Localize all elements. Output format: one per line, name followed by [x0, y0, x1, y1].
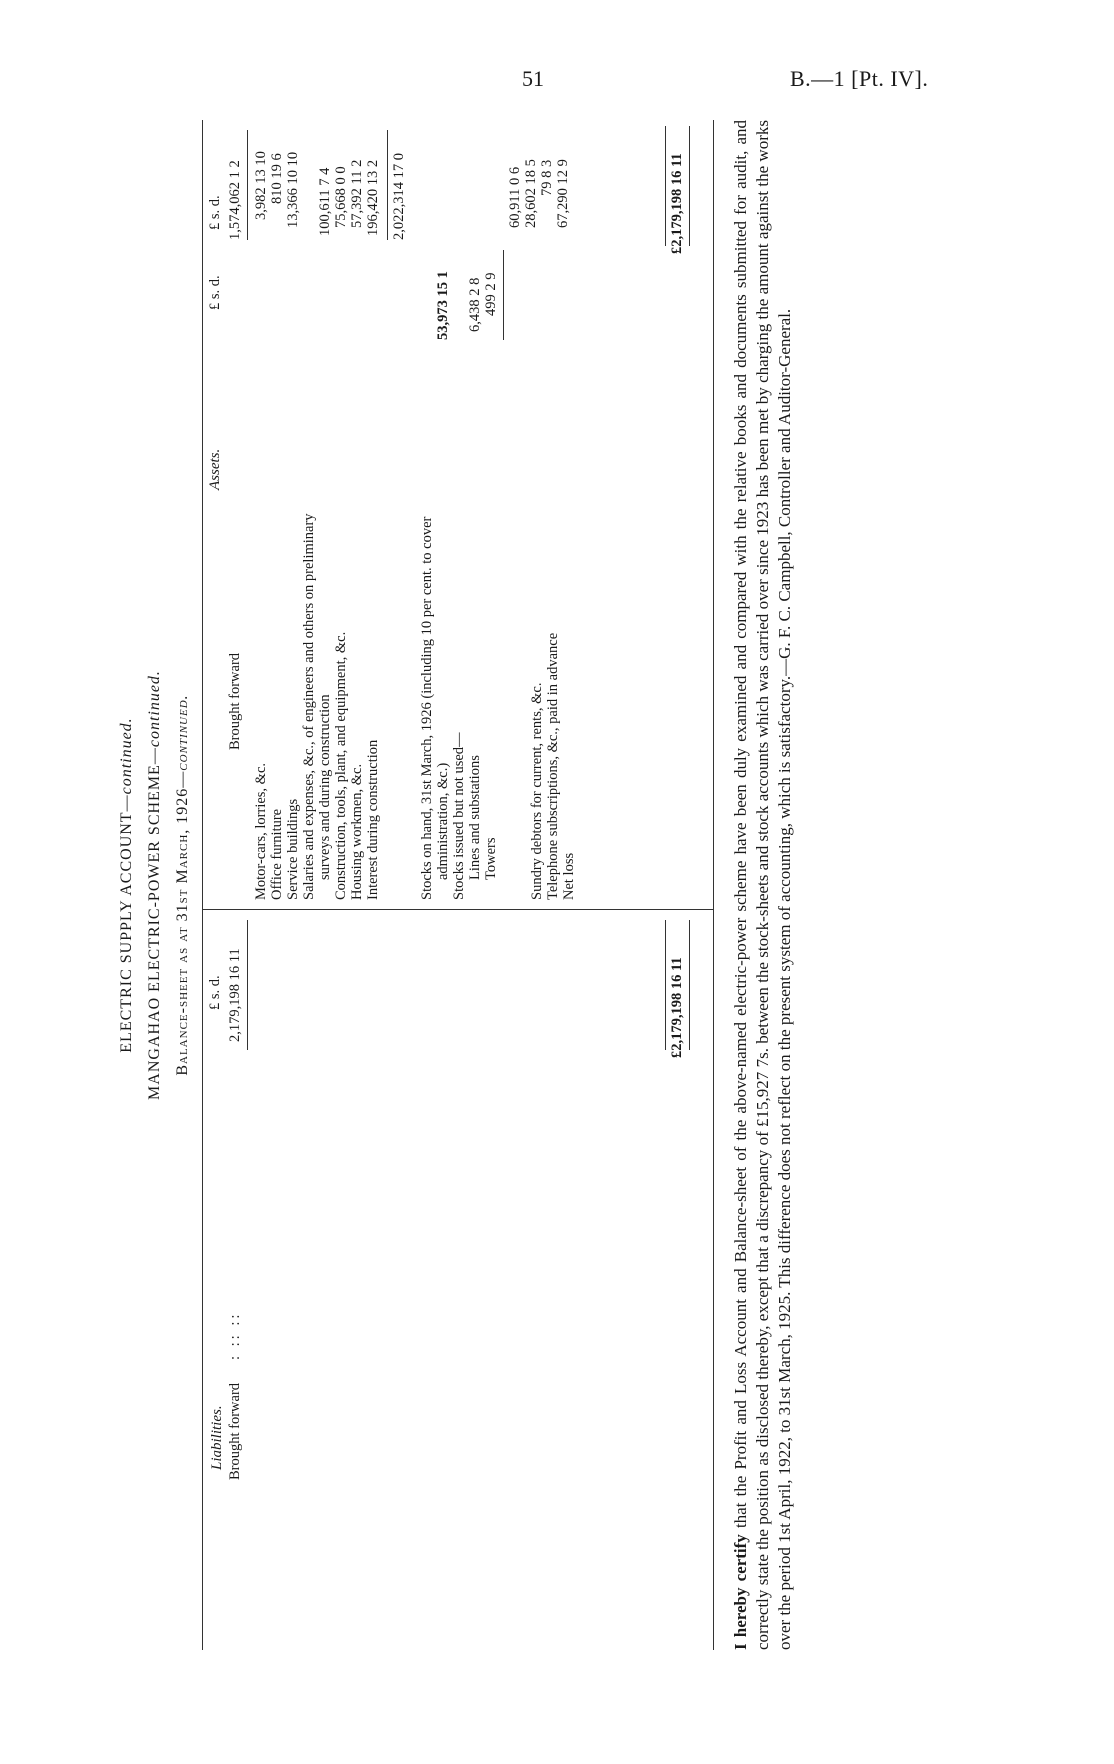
- rule: [689, 126, 690, 246]
- stocks-label: Stocks on hand, 31st March, 1926 (including 10 per cent. to cover: [419, 516, 435, 900]
- liabilities-column-header: £ s. d.: [207, 975, 223, 1010]
- stocks-total: 60,911 0 6: [507, 166, 523, 228]
- dot-leaders: : :: ::: [227, 1311, 243, 1360]
- lines-label: Lines and substations: [467, 755, 483, 880]
- asset-item-label: Salaries and expenses, &c., of engineers and others on preliminary: [301, 513, 317, 900]
- column-divider: [203, 909, 713, 910]
- asset-item-amount: 57,392 11 2: [349, 159, 365, 228]
- asset-item-amount: 100,611 7 4: [317, 167, 333, 236]
- net-loss-label: Net loss: [561, 852, 577, 900]
- asset-item-amount: 3,982 13 10: [253, 151, 269, 220]
- assets-heading: Assets.: [207, 448, 223, 490]
- rule: [387, 130, 388, 240]
- assets-inner-column-header: £ s. d.: [207, 275, 223, 310]
- debtors-amount: 28,602 18 5: [523, 159, 539, 228]
- liabilities-brought-forward-amount: 2,179,198 16 11: [227, 948, 243, 1042]
- assets-subtotal: 2,022,314 17 0: [391, 153, 407, 240]
- liabilities-brought-forward-label: Brought forward: [227, 1382, 243, 1480]
- stocks-unused-label: Stocks issued but not used—: [451, 732, 467, 900]
- title-balance-sheet: Balance-sheet as at 31st March, 1926—continued.: [174, 694, 191, 1076]
- asset-item-label: Motor-cars, lorries, &c.: [253, 762, 269, 900]
- auditor-certificate: I hereby certify that the Profit and Loss Account and Balance-sheet of the above-named electric-power scheme have been duly examined and compared with the relative books and documents submitted for audit, and correctly state the position as disclosed thereby, except that a discrepancy of £15,927 7s. between the stock-sheets and stock accounts which was carried over since 1923 has been met by charging the amount against the works over the period 1st April, 1922, to 31st March, 1925. This difference does not reflect on the present system of accounting, which is satisfactory.—G. F. C. Campbell, Controller and Auditor-General.: [731, 120, 794, 1650]
- towers-label: Towers: [483, 837, 499, 880]
- rule: [247, 920, 248, 1050]
- asset-item-label: surveys and during construction: [317, 694, 333, 880]
- asset-item-label: Construction, tools, plant, and equipment, &c.: [333, 631, 349, 900]
- telephone-amount: 79 8 3: [539, 159, 555, 196]
- rule: [665, 126, 666, 246]
- asset-item-label: Interest during construction: [365, 739, 381, 900]
- asset-item-amount: 196,420 13 2: [365, 159, 381, 236]
- rule: [247, 130, 248, 240]
- rule: [689, 920, 690, 1050]
- title-scheme: MANGAHAO ELECTRIC-POWER SCHEME—continued.: [146, 670, 163, 1100]
- asset-item-amount: 75,668 0 0: [333, 166, 349, 228]
- telephone-label: Telephone subscriptions, &c., paid in advance: [545, 632, 561, 900]
- rotated-document: [110, 90, 990, 1680]
- balance-sheet-table: [202, 120, 714, 1650]
- page-reference: B.—1 [Pt. IV].: [790, 66, 929, 91]
- asset-item-label: Office furniture: [269, 808, 285, 900]
- stocks-amount: 53,973 15 1: [435, 271, 451, 340]
- lines-amount: 6,438 2 8: [467, 277, 483, 332]
- net-loss-amount: 67,290 12 9: [555, 159, 571, 228]
- asset-item-label: Housing workmen, &c.: [349, 763, 365, 900]
- stocks-label-continued: administration, &c.): [435, 762, 451, 880]
- towers-amount: 499 2 9: [483, 272, 499, 316]
- assets-brought-forward-amount: 1,574,062 1 2: [227, 160, 243, 240]
- assets-brought-forward-label: Brought forward: [227, 652, 243, 750]
- rule: [503, 250, 504, 340]
- asset-item-amount: 810 19 6: [269, 153, 285, 204]
- page-number: 51: [522, 66, 544, 91]
- liabilities-heading: Liabilities.: [209, 1405, 225, 1470]
- assets-total: £2,179,198 16 11: [669, 153, 685, 254]
- rule: [665, 920, 666, 1050]
- liabilities-total: £2,179,198 16 11: [669, 957, 685, 1058]
- title-account: ELECTRIC SUPPLY ACCOUNT—continued.: [118, 717, 135, 1053]
- asset-item-amount: 13,366 10 10: [285, 151, 301, 228]
- asset-item-label: Service buildings: [285, 798, 301, 900]
- debtors-label: Sundry debtors for current, rents, &c.: [529, 682, 545, 900]
- assets-outer-column-header: £ s. d.: [207, 195, 223, 230]
